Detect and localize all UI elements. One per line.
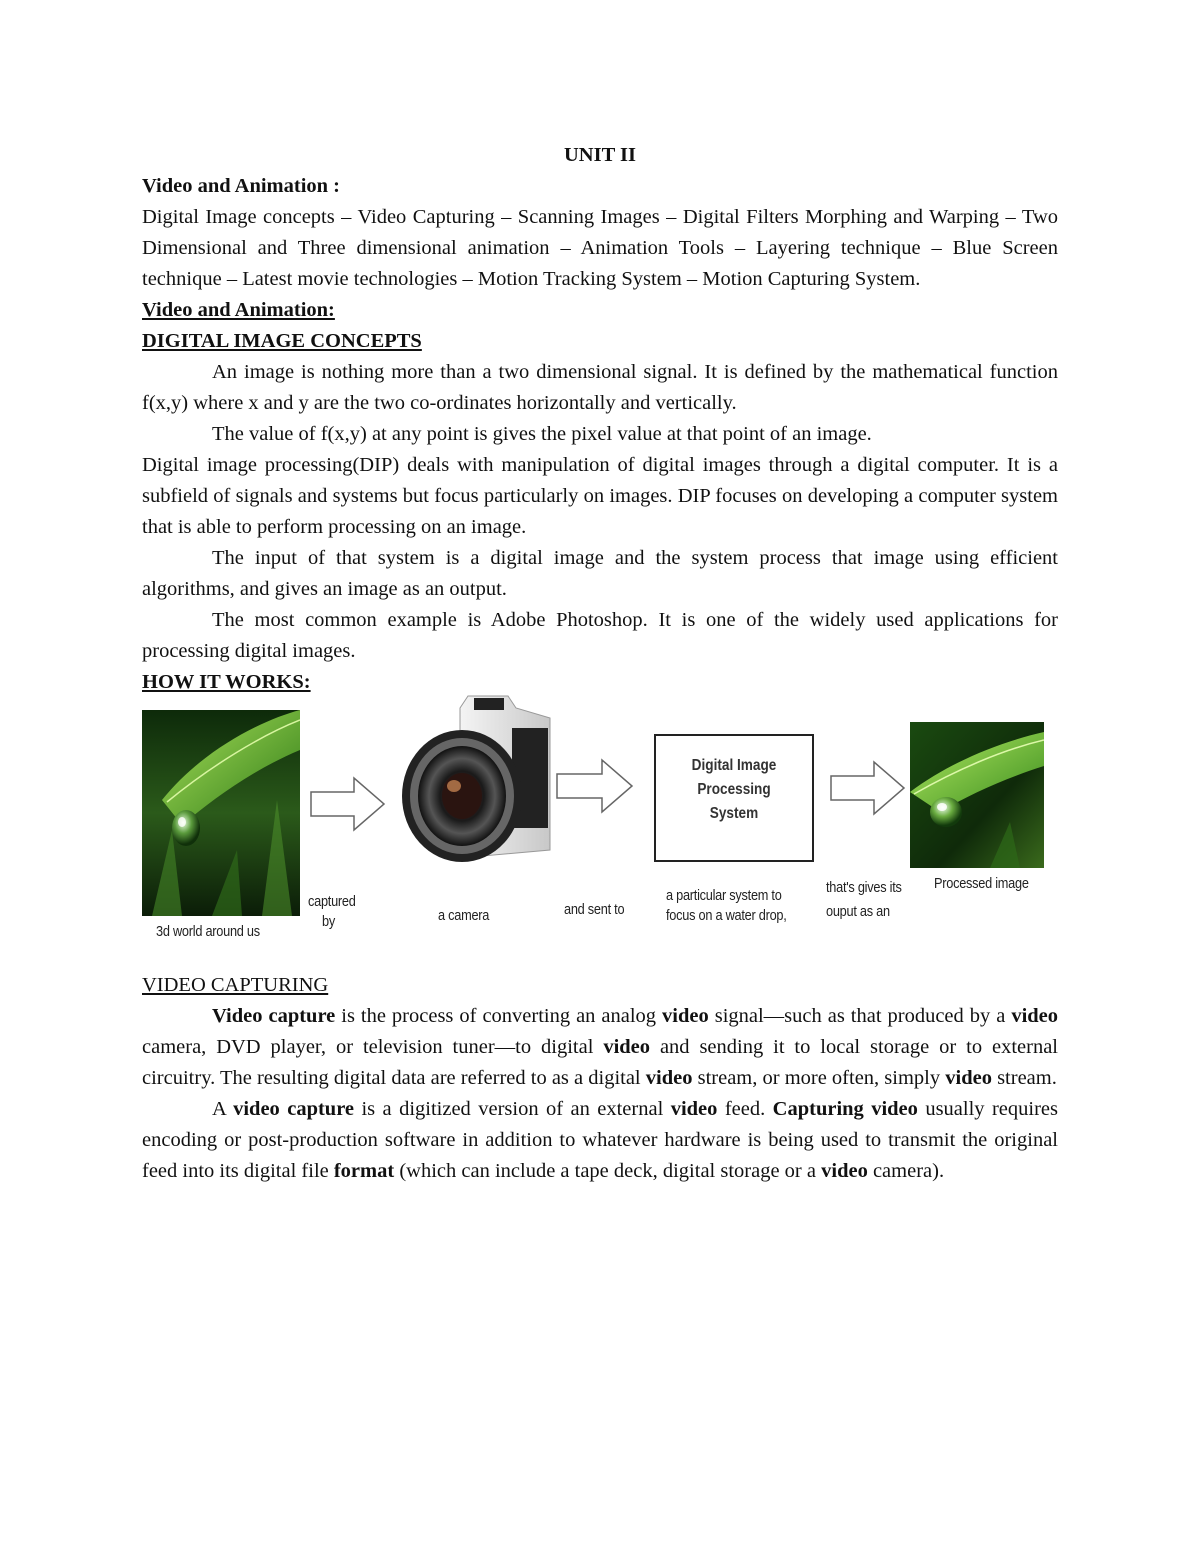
arrow-right-icon bbox=[830, 760, 906, 816]
label-gives-2: ouput as an bbox=[826, 903, 890, 920]
digital-image-p5: The most common example is Adobe Photoshop. It is one of the widely used applications for processing digital images. bbox=[142, 609, 1058, 662]
bold-term: video bbox=[645, 1067, 693, 1089]
bold-term: video bbox=[821, 1160, 868, 1182]
label-gives-1: that's gives its bbox=[826, 879, 902, 896]
digital-image-p3: Digital image processing(DIP) deals with manipulation of digital images through a digital computer. It is a subfield of signals and systems but focus particularly on images. DIP focuses on developing a computer system that is able to perform processing on an image. bbox=[142, 454, 1058, 538]
text-run: stream. bbox=[991, 1067, 1057, 1089]
digital-image-p2: The value of f(x,y) at any point is gives the pixel value at that point of an image. bbox=[212, 423, 872, 445]
text-run: feed. bbox=[717, 1098, 773, 1120]
camera-icon bbox=[400, 690, 560, 876]
document-page bbox=[142, 140, 1058, 1187]
topics-list: Digital Image concepts – Video Capturing – Scanning Images – Digital Filters Morphing and Warping – Two Dimensional and Three dimensional animation – Animation Tools – Layering technique – Blue Screen technique – Latest movie technologies – Motion Tracking System – Motion Capturing System. bbox=[142, 206, 1058, 290]
digital-image-p1: An image is nothing more than a two dimensional signal. It is defined by the mathematical function f(x,y) where x and y are the two co-ordinates horizontally and vertically. bbox=[142, 361, 1058, 414]
leaf-input-image bbox=[142, 710, 300, 916]
label-captured-2: by bbox=[322, 913, 335, 930]
text-run: and sending it to local storage or to external circuitry. The resulting digital data are referred to as a digital bbox=[142, 1036, 1058, 1089]
arrow-right-icon bbox=[310, 776, 386, 832]
video-capturing-heading: VIDEO CAPTURING bbox=[142, 974, 329, 996]
dip-box-line2: System bbox=[709, 805, 759, 822]
label-sent: and sent to bbox=[564, 901, 625, 918]
text-run: (which can include a tape deck, digital storage or a bbox=[394, 1160, 822, 1182]
bold-term: video bbox=[670, 1098, 718, 1120]
video-capturing-p2 bbox=[142, 1094, 1058, 1187]
leaf-processed-image bbox=[910, 722, 1044, 868]
digital-image-p4: The input of that system is a digital image and the system process that image using efficient algorithms, and gives an image as an output. bbox=[142, 547, 1058, 600]
unit-title: UNIT II bbox=[564, 144, 636, 166]
label-captured-1: captured bbox=[308, 893, 356, 910]
dip-box-line1: Digital Image Processing bbox=[691, 757, 777, 798]
label-world: 3d world around us bbox=[156, 923, 260, 940]
label-system-2: focus on a water drop, bbox=[666, 907, 787, 924]
label-processed: Processed image bbox=[934, 875, 1029, 892]
label-system-1: a particular system to bbox=[666, 887, 782, 904]
text-run: camera). bbox=[867, 1160, 945, 1182]
bold-term: video capture bbox=[233, 1098, 355, 1120]
text-run: is a digitized version of an external bbox=[354, 1098, 671, 1120]
bold-term: video bbox=[1011, 1005, 1059, 1027]
bold-term: video bbox=[662, 1005, 709, 1027]
arrow-right-icon bbox=[556, 758, 634, 814]
bold-term: Video capture bbox=[212, 1005, 336, 1027]
dip-process-diagram bbox=[142, 704, 1058, 966]
digital-image-heading: DIGITAL IMAGE CONCEPTS bbox=[142, 330, 422, 352]
section-heading: Video and Animation : bbox=[142, 175, 341, 197]
text-run: camera, DVD player, or television tuner—to digital bbox=[142, 1036, 604, 1058]
bold-term: format bbox=[333, 1160, 395, 1182]
bold-term: Capturing video bbox=[772, 1098, 918, 1120]
video-capturing-p1 bbox=[142, 1001, 1058, 1094]
dip-system-box bbox=[654, 734, 814, 862]
bold-term: video bbox=[945, 1067, 992, 1089]
text-run: stream, or more often, simply bbox=[692, 1067, 946, 1089]
how-it-works-heading: HOW IT WORKS: bbox=[142, 671, 311, 693]
text-run: usually requires encoding or post-production software in addition to whatever hardware is being used to transmit the original feed into its digital file bbox=[142, 1098, 1058, 1182]
label-camera: a camera bbox=[438, 907, 490, 924]
text-run: A bbox=[212, 1098, 234, 1120]
text-run: signal—such as that produced by a bbox=[708, 1005, 1012, 1027]
text-run: is the process of converting an analog bbox=[335, 1005, 663, 1027]
subheading: Video and Animation: bbox=[142, 299, 335, 321]
bold-term: video bbox=[603, 1036, 651, 1058]
